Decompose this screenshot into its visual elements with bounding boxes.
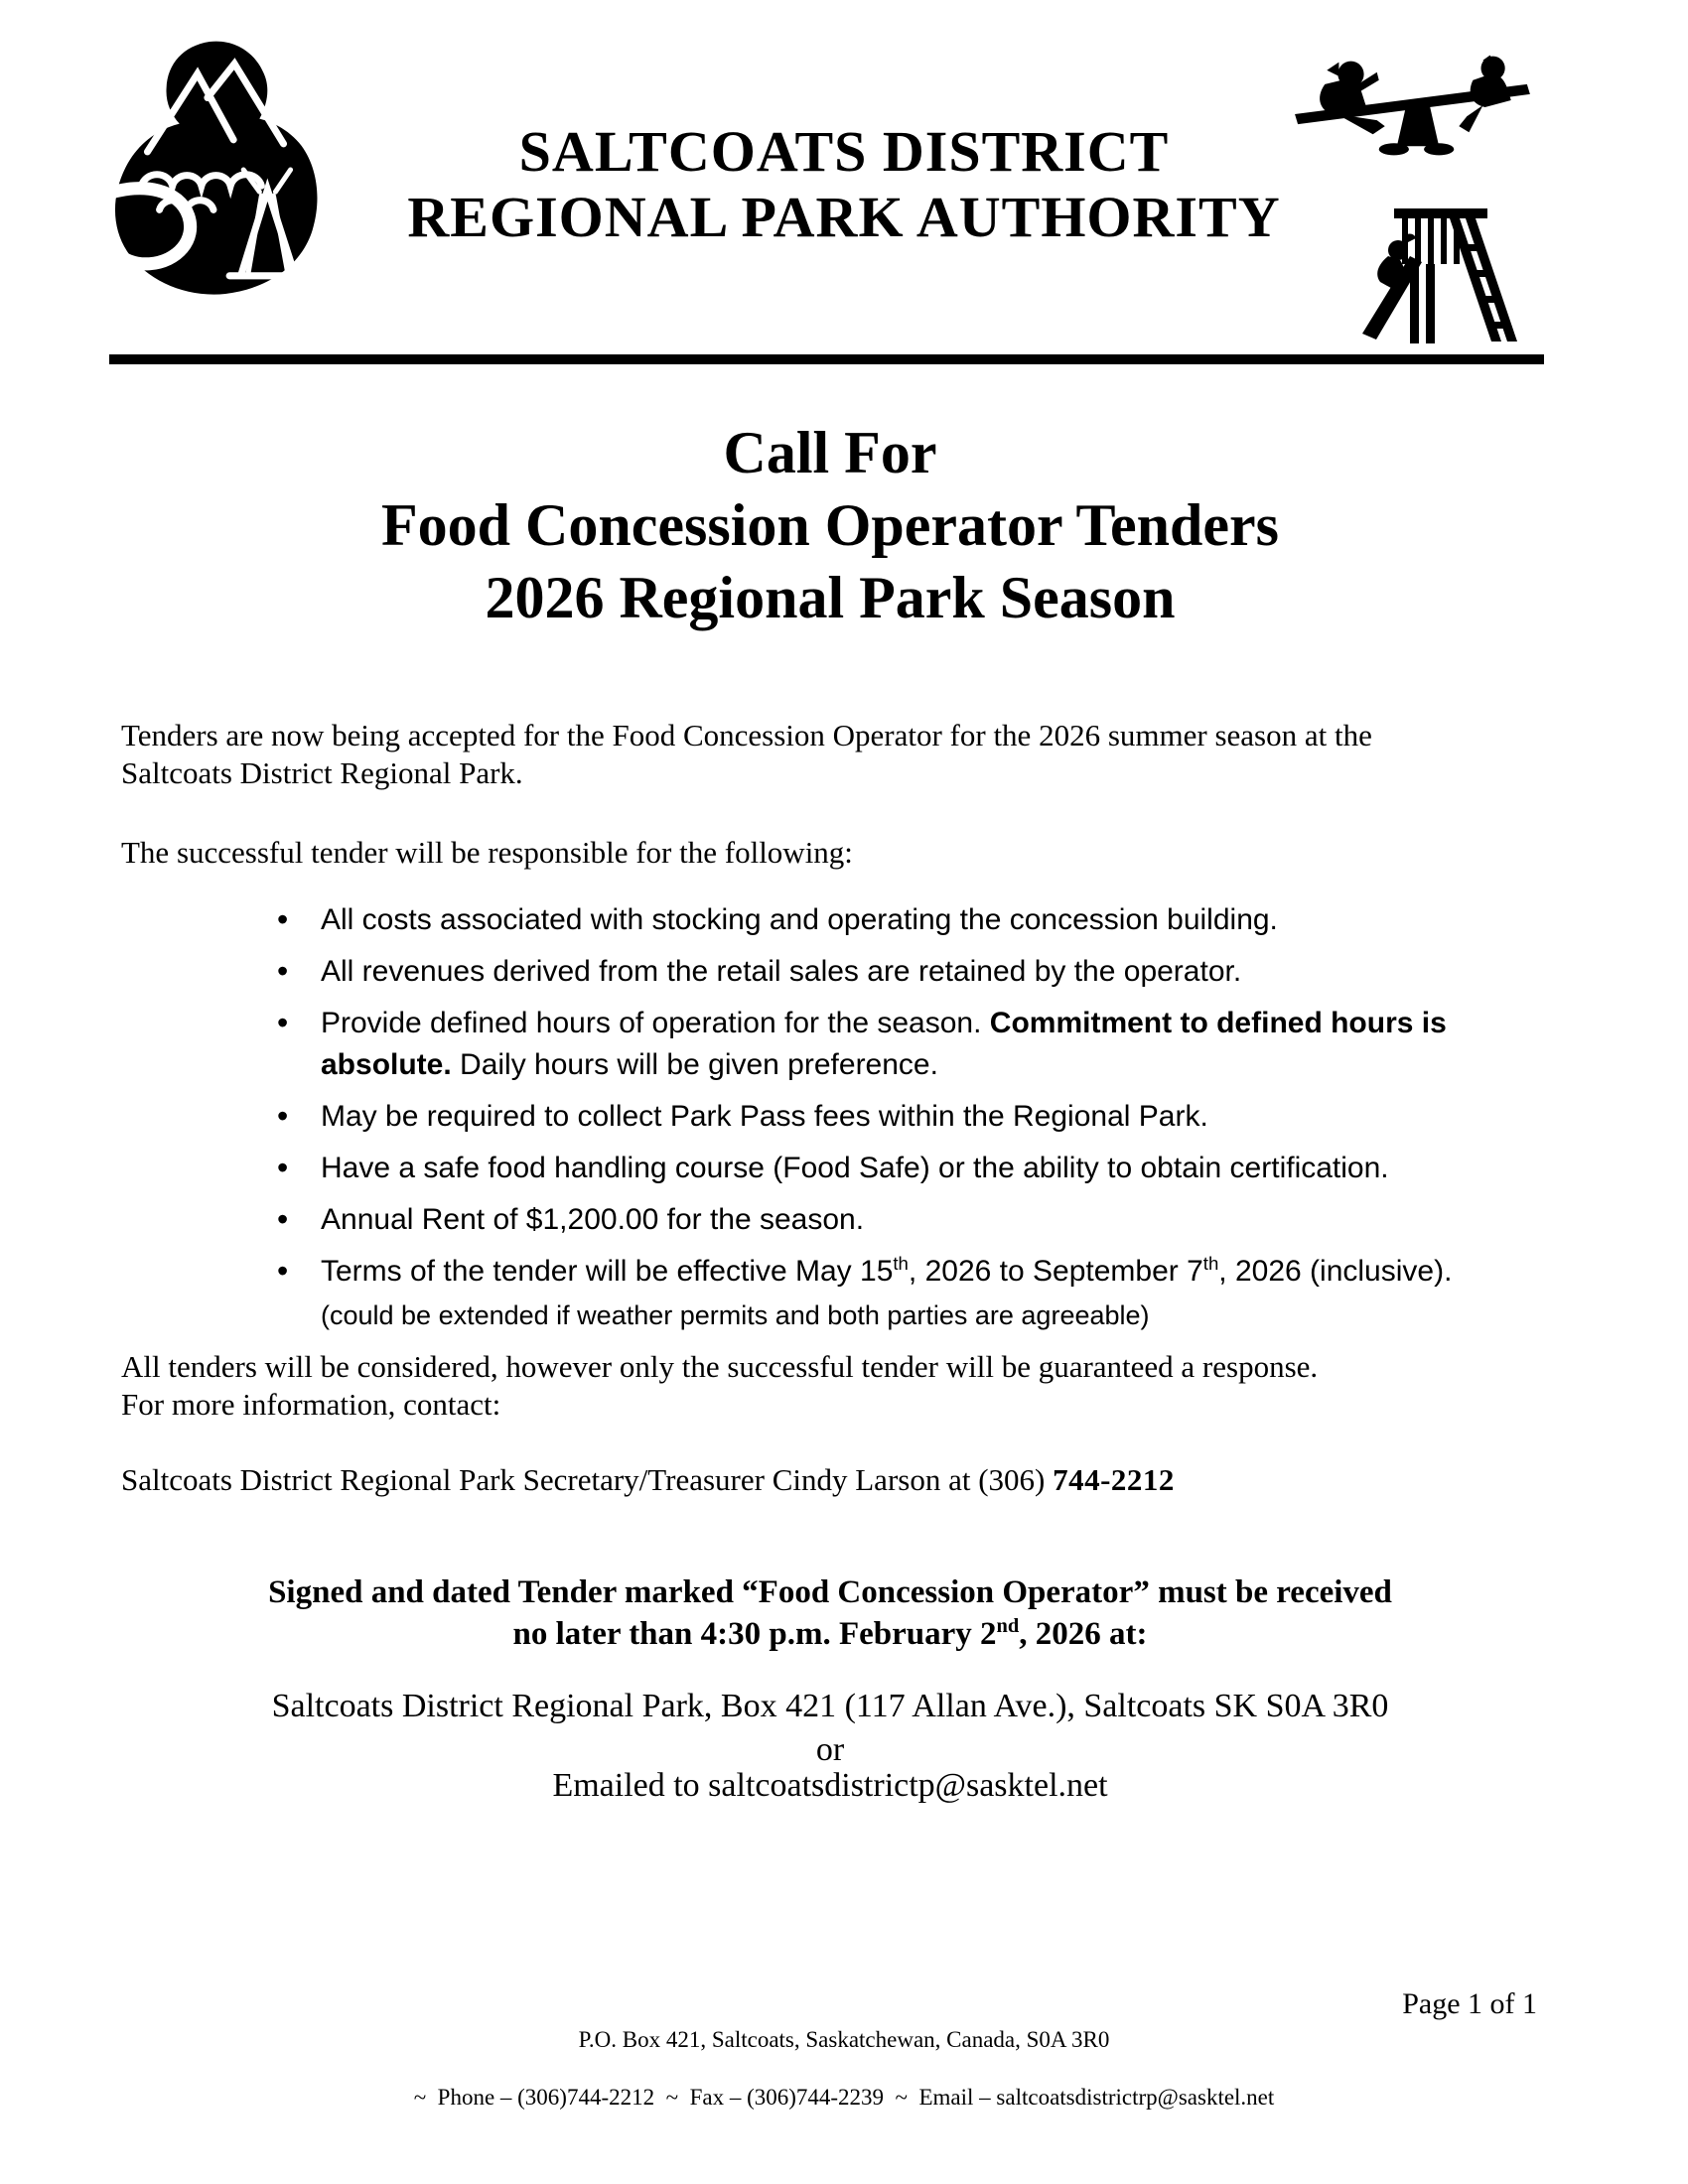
closing-line2: For more information, contact: <box>121 1387 501 1422</box>
bullet-item <box>275 1251 1566 1335</box>
mailing-address-line: Saltcoats District Regional Park, Box 421 (117 Allan Ave.), Saltcoats SK S0A 3R0 <box>271 1688 1389 1724</box>
bullet-text-bold: absolute. <box>321 1048 452 1081</box>
ordinal-superscript: th <box>893 1253 909 1274</box>
bullet-text: All costs associated with stocking and operating the concession building. <box>321 903 1278 936</box>
ordinal-superscript: nd <box>996 1615 1020 1637</box>
bullet-text: May be required to collect Park Pass fees within the Regional Park. <box>321 1100 1208 1133</box>
bullet-text: Daily hours will be given preference. <box>451 1048 938 1081</box>
submission-instructions <box>121 1571 1539 1655</box>
seesaw-icon <box>1287 50 1545 165</box>
ordinal-superscript: th <box>1202 1253 1219 1274</box>
responsibilities-intro: The successful tender will be responsible for the following: <box>121 835 853 870</box>
bullet-text: Have a safe food handling course (Food Safe) or the ability to obtain certification. <box>321 1152 1389 1184</box>
doc-title <box>121 417 1539 634</box>
intro-paragraph <box>121 717 1543 792</box>
bullet-text: Provide defined hours of operation for the season. <box>321 1007 990 1039</box>
footer-contacts: ~ Phone – (306)744-2212 ~ Fax – (306)744-2239 ~ Email – saltcoatsdistrictrp@sasktel.net <box>413 2085 1275 2110</box>
bullet-text: • Terms of the tender will be effective May 15th, 2026 to September 7th, 2026 (inclusive). <box>321 1253 1453 1288</box>
bullet-item <box>275 951 1566 993</box>
footer-address: P.O. Box 421, Saltcoats, Saskatchewan, Canada, S0A 3R0 <box>578 2027 1110 2052</box>
slide-icon <box>1358 203 1519 347</box>
org-title-line1: SALTCOATS DISTRICT <box>518 119 1170 184</box>
bullet-item <box>275 1199 1566 1241</box>
bullet-item <box>275 899 1566 941</box>
header-rule <box>109 354 1544 364</box>
closing-paragraph <box>121 1348 1543 1424</box>
intro-line1: Tenders are now being accepted for the Food Concession Operator for the 2026 summer season at the <box>121 718 1372 752</box>
bullet-note: (could be extended if weather permits and both parties are agreeable) <box>321 1300 1150 1330</box>
bullet-text: All revenues derived from the retail sales are retained by the operator. <box>321 955 1242 988</box>
or-separator: or <box>815 1731 845 1768</box>
email-line: Emailed to saltcoatsdistrictp@sasktel.net <box>552 1767 1108 1804</box>
org-title-line2: REGIONAL PARK AUTHORITY <box>407 185 1281 249</box>
bullet-item <box>275 1096 1566 1138</box>
contact-phone: 744-2212 <box>1053 1462 1175 1497</box>
bullet-item <box>275 1003 1566 1086</box>
intro-line2: Saltcoats District Regional Park. <box>121 755 523 790</box>
doc-title-line2: Food Concession Operator Tenders <box>381 492 1279 558</box>
submission-line1: Signed and dated Tender marked “Food Concession Operator” must be received <box>268 1574 1392 1610</box>
tender-bullet-list <box>275 899 1566 1345</box>
submission-line2: no later than 4:30 p.m. February 2nd, 2026 at: <box>512 1615 1148 1652</box>
doc-title-line3: 2026 Regional Park Season <box>485 565 1176 630</box>
bullet-text: Annual Rent of $1,200.00 for the season. <box>321 1203 865 1236</box>
doc-title-line1: Call For <box>723 420 937 485</box>
contact-text: Saltcoats District Regional Park Secretary/Treasurer Cindy Larson at (306) <box>121 1462 1054 1497</box>
contact-line <box>121 1461 1175 1499</box>
bullet-text-bold: Commitment to defined hours is <box>989 1007 1447 1039</box>
page-number: Page 1 of 1 <box>1402 1987 1537 2020</box>
closing-line1: All tenders will be considered, however only the successful tender will be guaranteed a response. <box>121 1349 1319 1384</box>
bullet-item <box>275 1148 1566 1189</box>
